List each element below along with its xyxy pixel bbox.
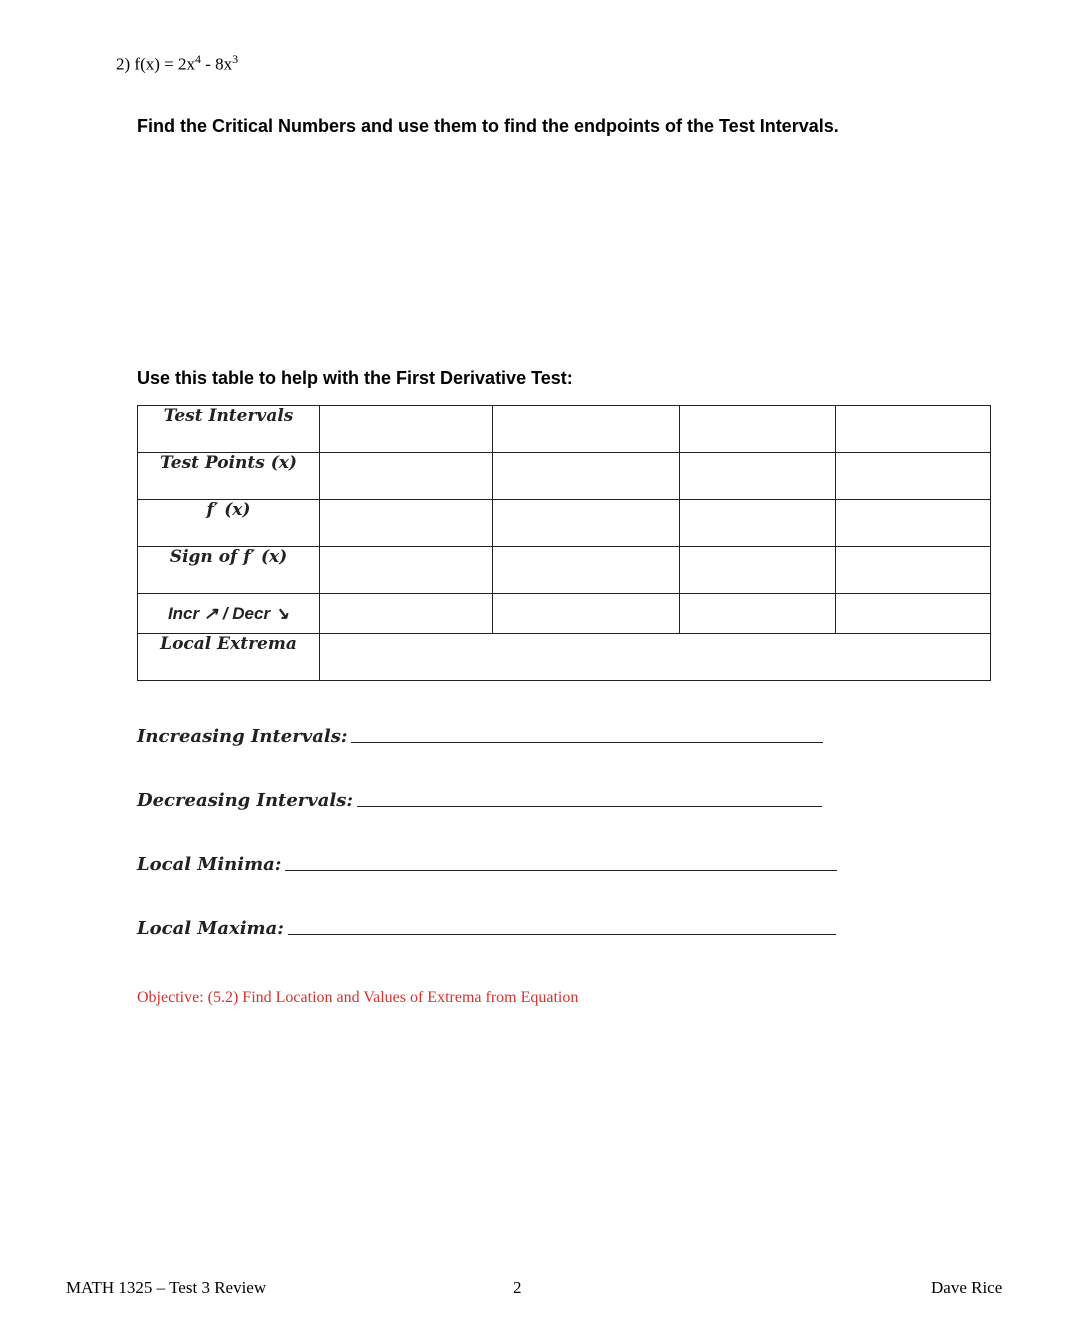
increasing-intervals-label: Increasing Intervals: xyxy=(137,726,348,747)
cell-empty[interactable] xyxy=(680,500,836,547)
increasing-intervals-field xyxy=(137,726,823,747)
footer-author: Dave Rice xyxy=(931,1278,1003,1297)
table-row-local-extrema xyxy=(138,634,991,681)
problem-text: 2) f(x) = 2x xyxy=(116,54,195,74)
row-label-sign: Sign of f′ (x) xyxy=(138,547,320,594)
local-minima-blank[interactable] xyxy=(285,869,837,871)
table-row-incr-decr xyxy=(138,594,991,634)
cell-empty[interactable] xyxy=(320,594,493,634)
cell-empty[interactable] xyxy=(836,406,991,453)
increasing-intervals-blank[interactable] xyxy=(351,741,823,743)
cell-empty[interactable] xyxy=(493,453,680,500)
decreasing-intervals-blank[interactable] xyxy=(357,805,822,807)
critical-numbers-instruction: Find the Critical Numbers and use them to find the endpoints of the Test Intervals. xyxy=(137,116,839,136)
row-label-test-intervals: Test Intervals xyxy=(138,406,320,453)
table-instruction: Use this table to help with the First Derivative Test: xyxy=(137,368,573,388)
table-row-derivative xyxy=(138,500,991,547)
problem-text-mid: - 8x xyxy=(200,54,233,74)
row-label-local-extrema: Local Extrema xyxy=(138,634,320,681)
local-minima-field xyxy=(137,854,837,875)
cell-empty[interactable] xyxy=(836,547,991,594)
cell-empty[interactable] xyxy=(680,547,836,594)
decreasing-intervals-label: Decreasing Intervals: xyxy=(137,790,354,811)
problem-statement xyxy=(116,52,238,75)
cell-empty[interactable] xyxy=(680,406,836,453)
exponent-3: 3 xyxy=(232,52,239,66)
cell-empty[interactable] xyxy=(320,500,493,547)
cell-empty[interactable] xyxy=(493,500,680,547)
cell-empty[interactable] xyxy=(836,453,991,500)
row-label-incr-decr: Incr ↗ / Decr ↘ xyxy=(138,594,320,634)
first-derivative-test-table xyxy=(137,405,991,681)
cell-empty[interactable] xyxy=(836,594,991,634)
table-row-test-points xyxy=(138,453,991,500)
table-row-sign xyxy=(138,547,991,594)
cell-empty-wide[interactable] xyxy=(320,634,991,681)
cell-empty[interactable] xyxy=(320,453,493,500)
decreasing-intervals-field xyxy=(137,790,822,811)
exponent-4: 4 xyxy=(194,52,201,66)
local-maxima-field xyxy=(137,918,836,939)
cell-empty[interactable] xyxy=(493,547,680,594)
local-minima-label: Local Minima: xyxy=(137,854,282,875)
row-label-derivative: f′ (x) xyxy=(138,500,320,547)
footer-page-number: 2 xyxy=(513,1278,522,1297)
local-maxima-blank[interactable] xyxy=(288,933,836,935)
cell-empty[interactable] xyxy=(680,453,836,500)
cell-empty[interactable] xyxy=(836,500,991,547)
local-maxima-label: Local Maxima: xyxy=(137,918,284,939)
cell-empty[interactable] xyxy=(320,406,493,453)
table-row-test-intervals xyxy=(138,406,991,453)
cell-empty[interactable] xyxy=(320,547,493,594)
objective-text: Objective: (5.2) Find Location and Values of Extrema from Equation xyxy=(137,989,579,1006)
footer-course: MATH 1325 – Test 3 Review xyxy=(66,1278,267,1297)
row-label-test-points: Test Points (x) xyxy=(138,453,320,500)
cell-empty[interactable] xyxy=(493,594,680,634)
cell-empty[interactable] xyxy=(493,406,680,453)
cell-empty[interactable] xyxy=(680,594,836,634)
